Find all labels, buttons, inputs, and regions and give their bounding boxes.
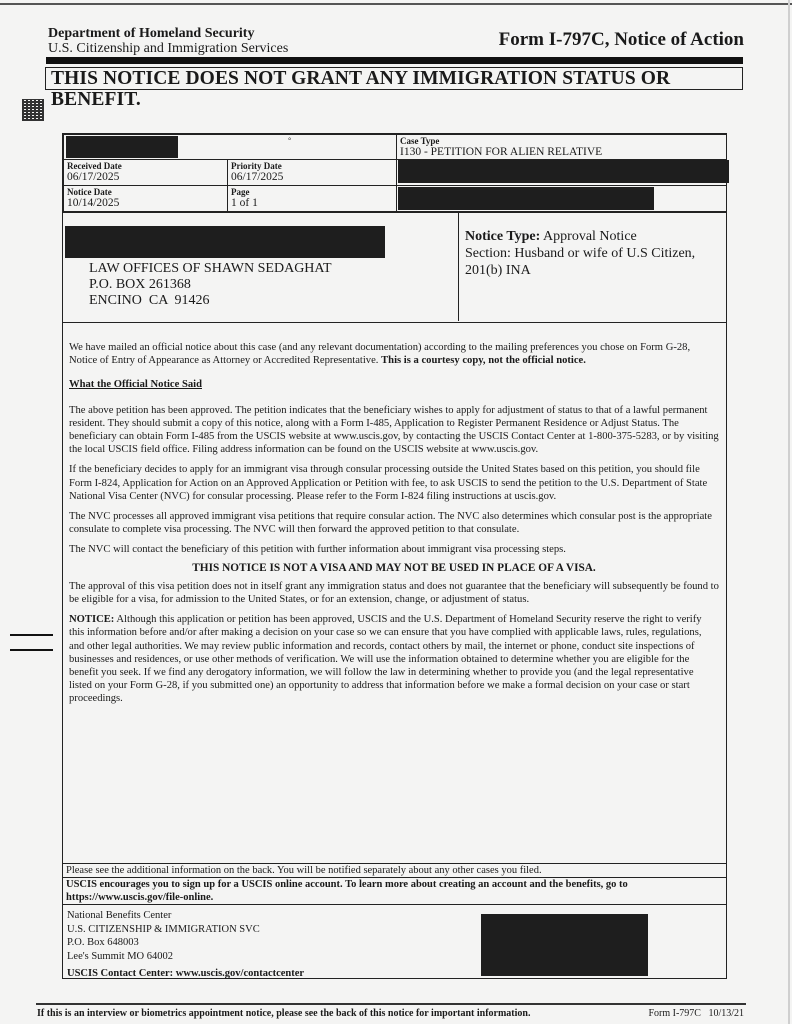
recipient-line-1: LAW OFFICES OF SHAWN SEDAGHAT <box>89 261 332 276</box>
page-label: Page <box>231 187 250 197</box>
notice-date-value: 10/14/2025 <box>67 197 120 209</box>
recipient-line-3: ENCINO CA 91426 <box>89 293 210 308</box>
case-type-value: I130 - PETITION FOR ALIEN RELATIVE <box>400 146 603 158</box>
notice-date-label: Notice Date <box>67 187 112 197</box>
priority-date-label: Priority Date <box>231 161 282 171</box>
address-divider <box>458 211 459 321</box>
fold-mark <box>10 634 53 636</box>
case-type-cell <box>396 134 727 160</box>
stray-mark: ° <box>288 136 292 145</box>
receipt-number-cell <box>63 134 397 160</box>
notice-label: NOTICE: <box>69 614 115 626</box>
petitioner-redaction <box>398 160 729 183</box>
scan-edge-right <box>788 0 790 1024</box>
page-value: 1 of 1 <box>231 197 258 209</box>
beneficiary-redaction <box>398 187 654 210</box>
contact-center: USCIS Contact Center: www.uscis.gov/contactcenter <box>67 968 305 979</box>
petitioner-cell <box>396 159 727 186</box>
office-line-3: P.O. Box 648003 <box>67 937 139 948</box>
agency-name: U.S. Citizenship and Immigration Services <box>48 41 289 56</box>
appointment-note: If this is an interview or biometrics appointment notice, please see the back of this notice for important information. <box>37 1008 531 1019</box>
office-line-1: National Benefits Center <box>67 910 172 921</box>
paragraph-nvc: The NVC processes all approved immigrant visa petitions that require consular action. The NVC also determines which consular post is the appropriate consulate to complete visa processing. The NVC will then forward the approved petition to that consulate. <box>69 511 712 536</box>
paragraph-nvc-contact: The NVC will contact the beneficiary of this petition with further information about immigrant visa processing steps. <box>69 544 566 556</box>
additional-info-row: Please see the additional information on the back. You will be notified separately about any other cases you filed. <box>62 863 727 878</box>
notice-type-label: Notice Type: <box>465 229 541 244</box>
form-title: Form I-797C, Notice of Action <box>498 29 744 50</box>
office-line-4: Lee's Summit MO 64002 <box>67 950 174 962</box>
recipient-name-redaction <box>65 226 385 258</box>
recipient-line-2: P.O. BOX 261368 <box>89 277 191 292</box>
form-revision-code: Form I-797C 10/13/21 <box>648 1008 744 1019</box>
bottom-rule <box>36 1003 746 1005</box>
address-block <box>62 211 727 323</box>
received-date-value: 06/17/2025 <box>67 171 120 183</box>
fold-mark <box>10 649 53 651</box>
notice-type-block <box>465 228 723 279</box>
scan-edge-line <box>0 3 792 5</box>
priority-date-cell <box>227 159 397 186</box>
receipt-number-redaction <box>66 136 178 158</box>
received-date-cell <box>63 159 228 186</box>
notice-date-cell <box>63 185 228 212</box>
online-account-row <box>62 877 727 905</box>
notice-section: Section: Husband or wife of U.S Citizen, 201(b) INA <box>465 246 696 278</box>
recipient-address <box>89 261 332 309</box>
signature-redaction <box>481 914 648 976</box>
courtesy-copy-intro: We have mailed an official notice about this case (and any relevant documentation) according to the mailing preferences you chose on Form G-28, Notice of Entry of Appearance as Attorney or Accredited Representative. This is a courtesy copy, not the official notice. <box>69 342 691 367</box>
online-account-text: USCIS encourages you to sign up for a USCIS online account. To learn more about creating an account and the benefits, go to https://www.uscis.gov/file-online. <box>66 879 628 903</box>
not-a-visa-warning: THIS NOTICE IS NOT A VISA AND MAY NOT BE USED IN PLACE OF A VISA. <box>192 561 596 574</box>
office-line-2: U.S. CITIZENSHIP & IMMIGRATION SVC <box>67 923 260 935</box>
verification-notice: NOTICE: Although this application or petition has been approved, USCIS and the U.S. Department of Homeland Security reserve the right to verify this information before and/or after making a decision on your case so we can ensure that you have complied with applicable laws, rules, regulations, and other legal authorities. We may review public information and records, contact others by mail, the internet or phone, conduct site inspections of businesses and residences, or use other methods of verification. We will use the information obtained to determine whether you are eligible for the benefit you seek. If we find any derogatory information, we will follow the law in determining whether to provide you (and the legal representative listed on your Form G-28, if you submitted one) an opportunity to address that information before we make a formal decision on your case or start proceedings. <box>69 614 702 705</box>
office-block <box>62 904 727 979</box>
priority-date-value: 06/17/2025 <box>231 171 284 183</box>
courtesy-copy-note: This is a courtesy copy, not the official notice. <box>381 355 586 367</box>
status-disclaimer-banner: THIS NOTICE DOES NOT GRANT ANY IMMIGRATION STATUS OR BENEFIT. <box>45 67 743 90</box>
beneficiary-cell <box>396 185 727 212</box>
section-heading: What the Official Notice Said <box>69 379 202 391</box>
paragraph-no-status: The approval of this visa petition does not in itself grant any immigration status and does not guarantee that the beneficiary will subsequently be found to be eligible for a visa, for admission to the United States, or for an extension, change, or adjustment of status. <box>69 580 719 606</box>
datamatrix-barcode-icon <box>22 99 44 121</box>
notice-type-value: Approval Notice <box>543 229 637 244</box>
department-name: Department of Homeland Security <box>48 26 255 41</box>
header-rule <box>46 57 743 64</box>
paragraph-consular: If the beneficiary decides to apply for an immigrant visa through consular processing outside the United States based on this petition, you should file Form I-824, Application for Action on an Approved Application or Petition with fee, to ask USCIS to send the petition to the U.S. Department of State National Visa Center (NVC) for consular processing. Please refer to the Form I-824 filing instructions at uscis.gov. <box>69 464 708 502</box>
case-info-table <box>62 133 727 213</box>
received-date-label: Received Date <box>67 161 122 171</box>
notice-body <box>62 322 727 864</box>
page-cell <box>227 185 397 212</box>
office-address <box>67 909 304 981</box>
paragraph-approval: The above petition has been approved. The petition indicates that the beneficiary wishes to apply for adjustment of status to that of a lawful permanent resident. They should submit a copy of this notice, along with a Form I-485, Application to Register Permanent Residence or Adjust Status. The beneficiary can obtain Form I-485 from the USCIS website at www.uscis.gov, by contacting the USCIS Contact Center at 1-800-375-5283, or by visiting the local USCIS field office. Filing address information can be found on the USCIS website at www.uscis.gov. <box>69 404 719 456</box>
case-type-label: Case Type <box>400 136 440 146</box>
